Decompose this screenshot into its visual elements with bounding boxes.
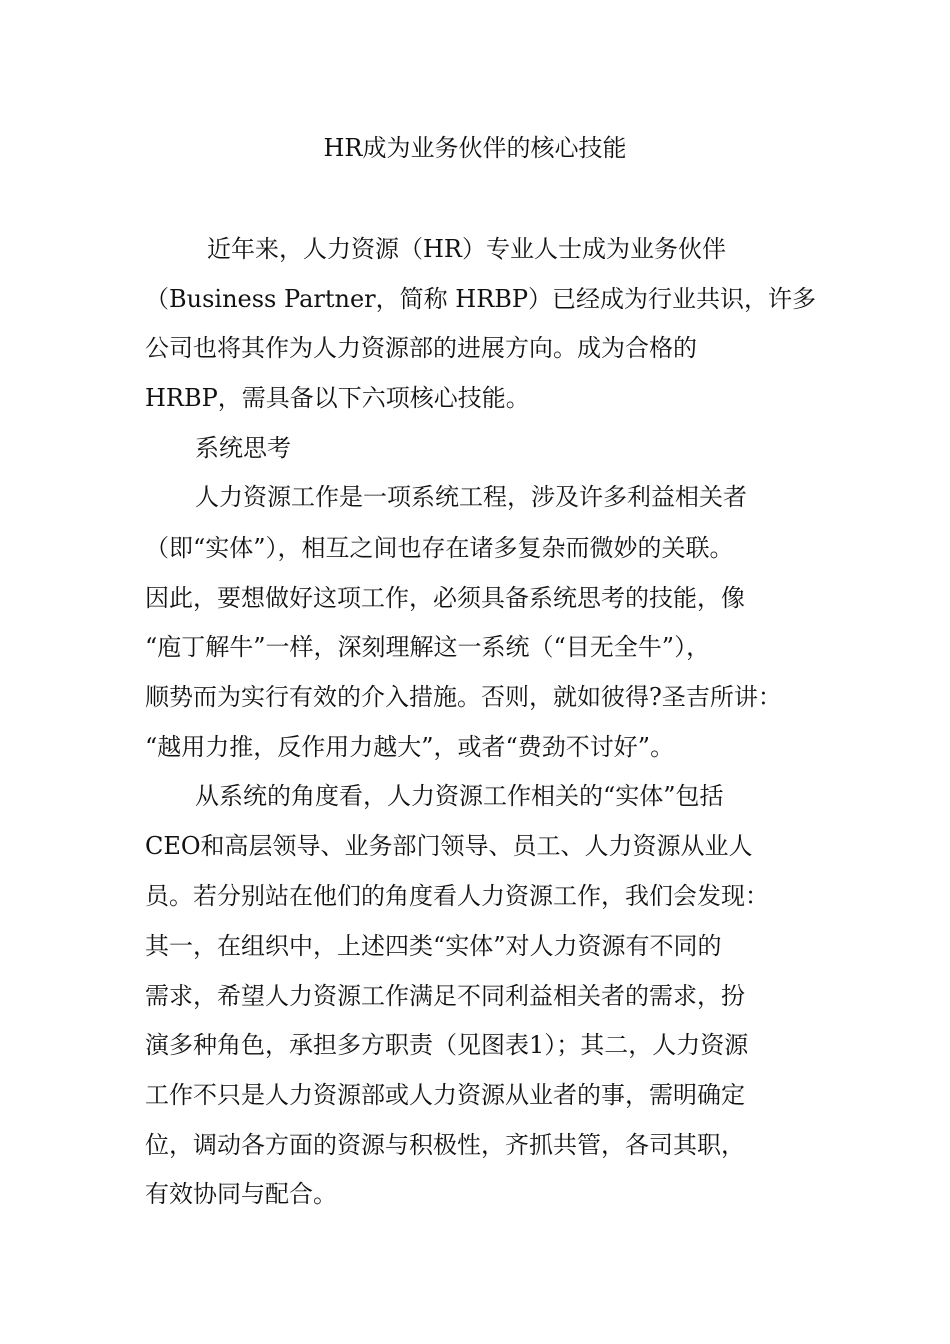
- paragraph-line: 演多种角色，承担多方职责（见图表1）；其二，人力资源: [145, 1031, 749, 1059]
- paragraph-line: 其一，在组织中，上述四类“实体”对人力资源有不同的: [145, 932, 722, 960]
- paragraph-line: 顺势而为实行有效的介入措施。否则，就如彼得?圣吉所讲：: [145, 683, 782, 711]
- paragraph-line: 因此，要想做好这项工作，必须具备系统思考的技能，像: [145, 584, 745, 612]
- paragraph-line: 从系统的角度看，人力资源工作相关的“实体”包括: [195, 782, 724, 810]
- paragraph-line: “庖丁解牛”一样，深刻理解这一系统（“目无全牛”），: [145, 633, 711, 661]
- paragraph-line: 需求，希望人力资源工作满足不同利益相关者的需求，扮: [145, 982, 745, 1010]
- paragraph-line: （即“实体”），相互之间也存在诸多复杂而微妙的关联。: [145, 534, 734, 562]
- paragraph-line: 近年来，人力资源（HR）专业人士成为业务伙伴: [207, 235, 726, 263]
- paragraph-line: CEO和高层领导、业务部门领导、员工、人力资源从业人: [145, 832, 753, 860]
- paragraph-line: 公司也将其作为人力资源部的进展方向。成为合格的: [145, 334, 697, 362]
- paragraph-line: “越用力推，反作用力越大”，或者“费劲不讨好”。: [145, 733, 675, 761]
- paragraph-line: 工作不只是人力资源部或人力资源从业者的事，需明确定: [145, 1081, 745, 1109]
- section-heading: 系统思考: [195, 434, 291, 462]
- paragraph-line: 位，调动各方面的资源与积极性，齐抓共管，各司其职，: [145, 1131, 745, 1159]
- paragraph-line: 有效协同与配合。: [145, 1180, 337, 1208]
- document-title: HR成为业务伙伴的核心技能: [323, 134, 627, 162]
- paragraph-line: 人力资源工作是一项系统工程，涉及许多利益相关者: [195, 483, 747, 511]
- paragraph-line: （Business Partner，简称 HRBP）已经成为行业共识，许多: [145, 285, 817, 313]
- paragraph-line: HRBP，需具备以下六项核心技能。: [145, 384, 530, 412]
- paragraph-line: 员。若分别站在他们的角度看人力资源工作，我们会发现：: [145, 882, 769, 910]
